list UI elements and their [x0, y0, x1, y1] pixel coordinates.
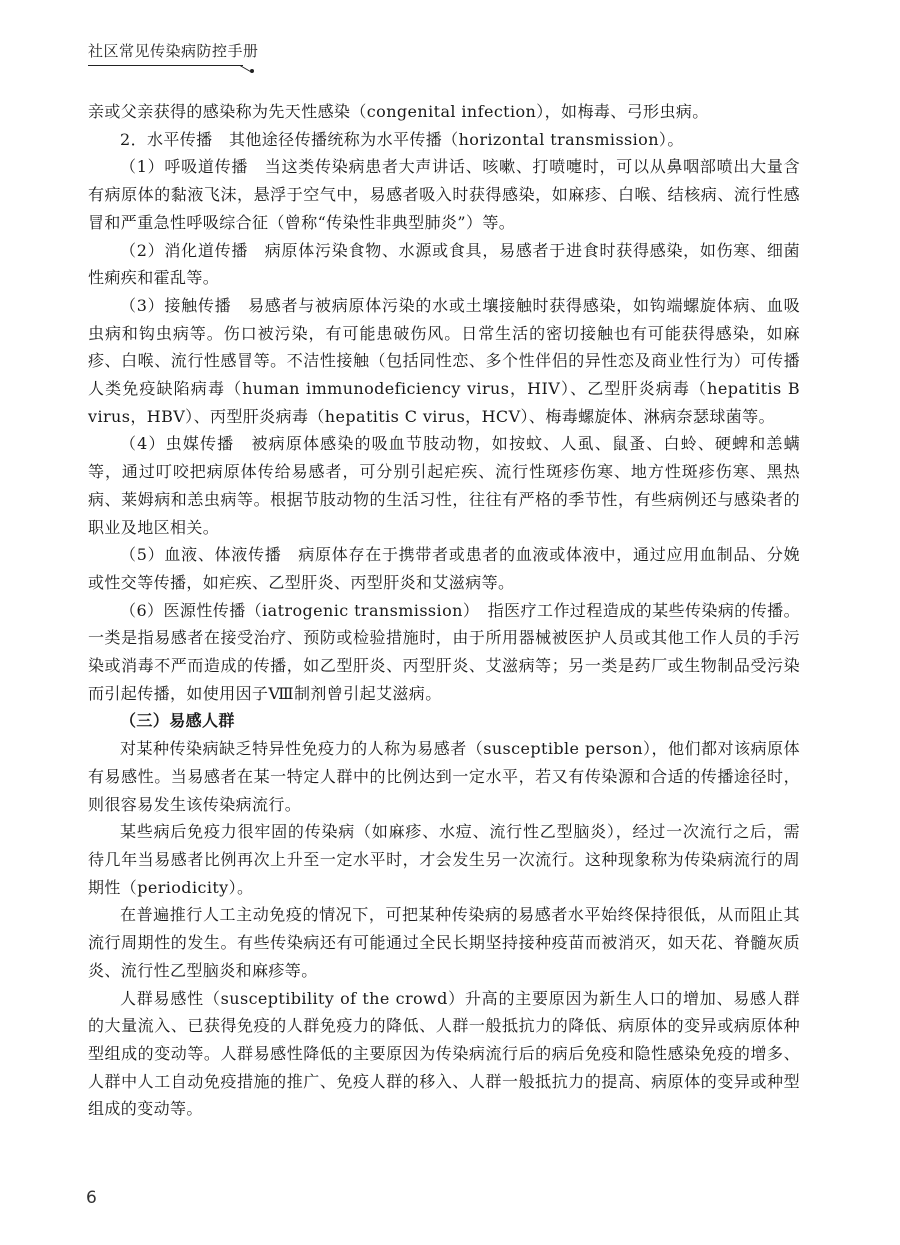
paragraph-respiratory: （1）呼吸道传播 当这类传染病患者大声讲话、咳嗽、打喷嚏时，可以从鼻咽部喷出大量含有病原体的黏液飞沫，悬浮于空气中，易感者吸入时获得感染，如麻疹、白喉、结核病、流行性感冒和严重急性呼吸综合征（曾称“传染性非典型肺炎”）等。	[88, 157, 800, 232]
paragraph-continuation: 亲或父亲获得的感染称为先天性感染（congenital infection），如梅毒、弓形虫病。	[88, 102, 709, 121]
header-rule-dot	[250, 69, 254, 73]
paragraph-contact: （3）接触传播 易感者与被病原体污染的水或土壤接触时获得感染，如钩端螺旋体病、血吸虫病和钩虫病等。伤口被污染，有可能患破伤风。日常生活的密切接触也有可能获得感染，如麻疹、白喉、流行性感冒等。不洁性接触（包括同性恋、多个性伴侣的异性恋及商业性行为）可传播人类免疫缺陷病毒（human immunodeficiency virus，HIV）、乙型肝炎病毒（hepatitis B virus，HBV）、丙型肝炎病毒（hepatitis C virus，HCV）、梅毒螺旋体、淋病奈瑟球菌等。	[88, 295, 800, 426]
book-title: 社区常见传染病防控手册	[88, 42, 259, 60]
body-text	[88, 98, 800, 1123]
paragraph-iatrogenic: （6）医源性传播（iatrogenic transmission） 指医疗工作过程造成的某些传染病的传播。一类是指易感者在接受治疗、预防或检验措施时，由于所用器械被医护人员或其他工作人员的手污染或消毒不严而造成的传播，如乙型肝炎、丙型肝炎、艾滋病等；另一类是药厂或生物制品受污染而引起传播，如使用因子Ⅷ制剂曾引起艾滋病。	[88, 600, 800, 703]
paragraph-periodicity: 某些病后免疫力很牢固的传染病（如麻疹、水痘、流行性乙型脑炎），经过一次流行之后，需待几年当易感者比例再次上升至一定水平时，才会发生另一次流行。这种现象称为传染病流行的周期性（periodicity）。	[88, 822, 800, 897]
section-heading-susceptible: （三）易感人群	[120, 711, 235, 731]
paragraph-vector: （4）虫媒传播 被病原体感染的吸血节肢动物，如按蚊、人虱、鼠蚤、白蛉、硬蜱和恙螨等，通过叮咬把病原体传给易感者，可分别引起疟疾、流行性斑疹伤寒、地方性斑疹伤寒、黑热病、莱姆病和恙虫病等。根据节肢动物的生活习性，往往有严格的季节性，有些病例还与感染者的职业及地区相关。	[88, 434, 800, 537]
paragraph-horizontal-transmission: 2．水平传播 其他途径传播统称为水平传播（horizontal transmission）。	[120, 129, 684, 149]
paragraph-blood: （5）血液、体液传播 病原体存在于携带者或患者的血液或体液中，通过应用血制品、分娩或性交等传播，如疟疾、乙型肝炎、丙型肝炎和艾滋病等。	[88, 545, 800, 592]
paragraph-digestive: （2）消化道传播 病原体污染食物、水源或食具，易感者于进食时获得感染，如伤寒、细菌性痢疾和霍乱等。	[88, 240, 800, 288]
paragraph-immunization: 在普遍推行人工主动免疫的情况下，可把某种传染病的易感者水平始终保持很低，从而阻止其流行周期性的发生。有些传染病还有可能通过全民长期坚持接种疫苗而被消灭，如天花、脊髓灰质炎、流行性乙型脑炎和麻疹等。	[88, 905, 800, 980]
running-header	[88, 40, 728, 76]
paragraph-susceptible-definition: 对某种传染病缺乏特异性免疫力的人称为易感者（susceptible person），他们都对该病原体有易感性。当易感者在某一特定人群中的比例达到一定水平，若又有传染源和合适的传播途径时，则很容易发生该传染病流行。	[88, 739, 800, 814]
page-number: 6	[86, 1188, 97, 1208]
header-rule-tail	[240, 65, 251, 72]
paragraph-crowd-susceptibility: 人群易感性（susceptibility of the crowd）升高的主要原因为新生人口的增加、易感人群的大量流入、已获得免疫的人群免疫力的降低、人群一般抵抗力的降低、病原体的变异或病原体种型组成的变动等。人群易感性降低的主要原因为传染病流行后的病后免疫和隐性感染免疫的增多、人群中人工自动免疫措施的推广、免疫人群的移入、人群一般抵抗力的提高、病原体的变异或种型组成的变动等。	[88, 988, 800, 1119]
header-rule	[88, 65, 243, 66]
